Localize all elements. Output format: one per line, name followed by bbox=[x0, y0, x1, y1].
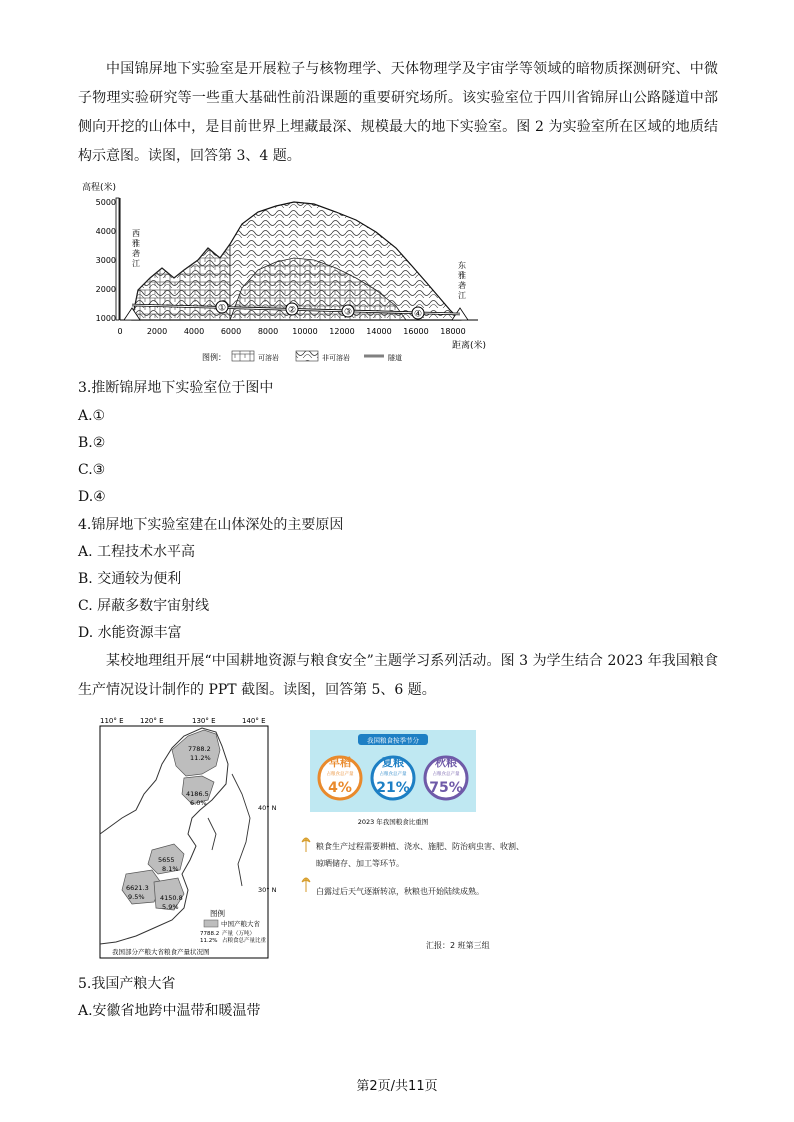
banner-title: 我国粮食按季节分 bbox=[367, 736, 419, 745]
q4-option-a: A. 工程技术水平高 bbox=[78, 544, 196, 560]
page-footer: 第2页/共11页 bbox=[356, 1079, 438, 1094]
x-tick-label: 0 bbox=[117, 327, 123, 336]
left-soluble-rock bbox=[132, 244, 230, 320]
value-label: 9.5% bbox=[128, 893, 145, 901]
early-rice-pct: 4% bbox=[328, 780, 352, 796]
lon-label: 130° E bbox=[192, 717, 216, 725]
right-river-label: 东 bbox=[458, 261, 466, 270]
y-tick-label: 5000 bbox=[95, 198, 116, 207]
x-axis-label: 距离(米) bbox=[452, 341, 487, 351]
left-river-label: 西 bbox=[132, 229, 140, 238]
ppt-report-label: 汇报：2 班第三组 bbox=[426, 941, 490, 950]
wheat-icon bbox=[302, 838, 310, 852]
q5-option-a: A.安徽省地跨中温带和暖温带 bbox=[78, 1003, 261, 1019]
ppt-bullet-2: 白露过后天气逐渐转凉，秋粮也开始陆续成熟。 bbox=[316, 887, 484, 896]
y-tick-label: 3000 bbox=[95, 256, 116, 265]
q5-stem: 5.我国产粮大省 bbox=[78, 976, 176, 992]
x-tick-label: 18000 bbox=[440, 327, 466, 336]
q4-option-d: D. 水能资源丰富 bbox=[78, 625, 182, 641]
q3-option-d: D.④ bbox=[78, 489, 106, 505]
legend-soluble-label: 可溶岩 bbox=[258, 354, 279, 362]
y-axis-label: 高程(米) bbox=[82, 183, 117, 193]
autumn-grain-name: 秋粮 bbox=[435, 756, 457, 769]
map-legend-swatch bbox=[204, 920, 218, 927]
lon-label: 140° E bbox=[242, 717, 266, 725]
autumn-grain-pct: 75% bbox=[429, 780, 463, 796]
lat-label: 40° N bbox=[258, 804, 277, 812]
summer-grain-pct: 21% bbox=[376, 780, 410, 796]
lat-label: 30° N bbox=[258, 886, 277, 894]
marker-3-label: ③ bbox=[343, 307, 353, 318]
q3-option-b: B.② bbox=[78, 435, 106, 451]
value-label: 4186.5 bbox=[186, 790, 209, 798]
x-tick-label: 2000 bbox=[146, 327, 168, 336]
y-tick-label: 4000 bbox=[95, 227, 116, 236]
passage-2: 某校地理组开展“中国耕地资源与粮食安全”主题学习系列活动。图 3 为学生结合 2023 年我国粮食生产情况设计制作的 PPT 截图。读图，回答第 5、6 题。 bbox=[78, 653, 718, 698]
map-legend-sample-desc: 占粮食总产量比重 bbox=[222, 938, 267, 944]
map-legend-sample-pct: 11.2% bbox=[200, 938, 218, 944]
value-label: 6.0% bbox=[190, 799, 207, 807]
x-tick-label: 4000 bbox=[183, 327, 205, 336]
map-legend-sample-desc: 产量（万吨） bbox=[222, 931, 256, 937]
value-label: 6621.3 bbox=[126, 884, 149, 892]
right-river-label: 江 bbox=[458, 291, 466, 300]
marker-2-label: ② bbox=[287, 305, 297, 316]
passage-1: 中国锦屏地下实验室是开展粒子与核物理学、天体物理学及宇宙学等领域的暗物质探测研究、中微子物理实验研究等一些重大基础性前沿课题的重要研究场所。该实验室位于四川省锦屏山公路隧道中部侧向开挖的山体中，是目前世界上埋藏最深、规模最大的地下实验室。图 2 为实验室所在区域的地质结构示意图。读图，回答第 3、4 题。 bbox=[78, 61, 718, 164]
banner-caption: 2023 年我国粮食比重图 bbox=[357, 818, 429, 826]
map-legend-sample-value: 7788.2 bbox=[200, 931, 220, 937]
summer-grain-sub: 占粮食总产量 bbox=[379, 772, 407, 777]
ppt-bullet-1: 粮食生产过程需要耕植、浇水、施肥、防治病虫害、收割、晾晒储存、加工等环节。 bbox=[316, 842, 524, 868]
early-rice-sub: 占粮食总产量 bbox=[326, 772, 354, 777]
value-label: 11.2% bbox=[190, 754, 211, 762]
early-rice-name: 早稻 bbox=[329, 756, 351, 769]
map-legend-item: 中国产粮大省 bbox=[221, 920, 260, 928]
map-legend-title: 图例 bbox=[210, 909, 225, 918]
autumn-grain-sub: 占粮食总产量 bbox=[432, 772, 460, 777]
x-tick-label: 16000 bbox=[403, 327, 429, 336]
figure-3-map bbox=[92, 714, 282, 962]
y-tick-label: 2000 bbox=[95, 285, 116, 294]
left-river-label: 砻 bbox=[132, 249, 140, 258]
x-tick-label: 10000 bbox=[292, 327, 318, 336]
x-tick-label: 8000 bbox=[257, 327, 279, 336]
value-label: 8.1% bbox=[162, 865, 179, 873]
wheat-icon bbox=[302, 878, 310, 892]
marker-1-label: ① bbox=[217, 303, 227, 314]
left-river-label: 雅 bbox=[132, 239, 140, 248]
marker-4-label: ④ bbox=[413, 309, 423, 320]
x-tick-label: 6000 bbox=[220, 327, 242, 336]
right-river-label: 砻 bbox=[458, 281, 466, 290]
legend-title: 图例： bbox=[202, 353, 226, 362]
q3-option-c: C.③ bbox=[78, 462, 106, 478]
lon-label: 110° E bbox=[100, 717, 124, 725]
q4-option-c: C. 屏蔽多数宇宙射线 bbox=[78, 598, 210, 614]
y-tick-label: 1000 bbox=[95, 314, 116, 323]
figure-2-cross-section bbox=[80, 178, 500, 368]
q4-stem: 4.锦屏地下实验室建在山体深处的主要原因 bbox=[78, 517, 344, 533]
legend-soluble-swatch bbox=[232, 351, 254, 361]
lon-label: 120° E bbox=[140, 717, 164, 725]
map-svg bbox=[92, 714, 282, 962]
value-label: 5.9% bbox=[162, 903, 179, 911]
left-river-bar bbox=[116, 198, 119, 320]
summer-grain-name: 夏粮 bbox=[382, 756, 404, 769]
x-tick-label: 12000 bbox=[329, 327, 355, 336]
right-river-label: 雅 bbox=[458, 271, 466, 280]
q3-stem: 3.推断锦屏地下实验室位于图中 bbox=[78, 380, 274, 396]
x-tick-label: 14000 bbox=[366, 327, 392, 336]
legend-insoluble-label: 非可溶岩 bbox=[322, 354, 350, 362]
value-label: 7788.2 bbox=[188, 745, 211, 753]
value-label: 5655 bbox=[158, 856, 175, 864]
q3-option-a: A.① bbox=[78, 408, 106, 424]
map-caption: 我国部分产粮大省粮食产量状况图 bbox=[112, 948, 210, 956]
value-label: 4150.8 bbox=[160, 894, 183, 902]
legend-tunnel-label: 隧道 bbox=[388, 354, 402, 362]
q4-option-b: B. 交通较为便利 bbox=[78, 571, 182, 587]
cross-section-svg bbox=[80, 178, 500, 368]
left-river-label: 江 bbox=[132, 259, 140, 268]
legend-insoluble-swatch bbox=[296, 351, 318, 361]
